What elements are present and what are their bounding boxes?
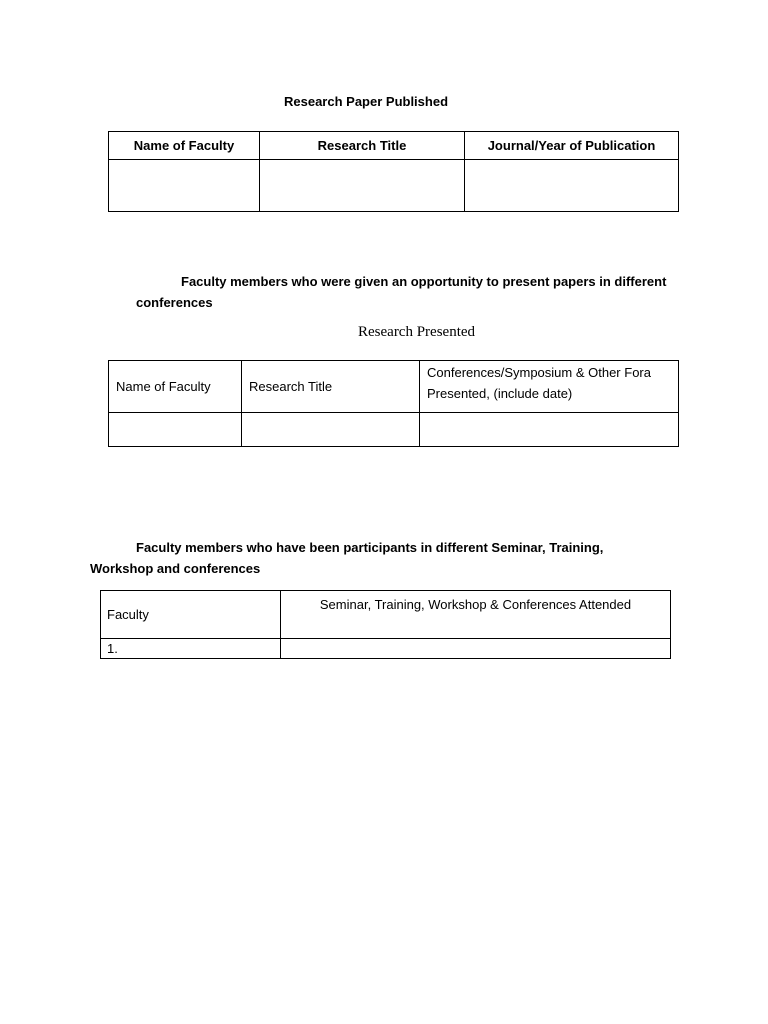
presented-intro-line1: Faculty members who were given an opportunity to present papers in different: [181, 274, 667, 289]
header-research-title: Research Title: [242, 361, 420, 413]
participants-intro-line2: Workshop and conferences: [90, 561, 261, 576]
header-research-title: Research Title: [260, 132, 465, 160]
header-seminars-attended: Seminar, Training, Workshop & Conferences Attended: [281, 591, 671, 639]
header-name-of-faculty: Name of Faculty: [109, 132, 260, 160]
table-cell[interactable]: [242, 413, 420, 447]
header-journal-year: Journal/Year of Publication: [465, 132, 679, 160]
research-paper-published-heading: Research Paper Published: [284, 94, 449, 109]
table-cell[interactable]: 1.: [101, 639, 281, 659]
research-presented-table: [108, 360, 679, 447]
table-cell[interactable]: [420, 413, 679, 447]
table-cell[interactable]: [465, 160, 679, 212]
presented-intro-line2: conferences: [136, 295, 213, 310]
table-row: [109, 160, 679, 212]
table-header-row: [109, 361, 679, 413]
table-cell[interactable]: [109, 160, 260, 212]
header-conferences-presented: Conferences/Symposium & Other Fora Presented, (include date): [420, 361, 679, 413]
research-paper-published-table: [108, 131, 679, 212]
table-row: [101, 639, 671, 659]
header-faculty: Faculty: [101, 591, 281, 639]
table-header-row: [101, 591, 671, 639]
table-cell[interactable]: [281, 639, 671, 659]
table-cell[interactable]: [260, 160, 465, 212]
header-name-of-faculty: Name of Faculty: [109, 361, 242, 413]
participants-intro-line1: Faculty members who have been participants in different Seminar, Training,: [136, 540, 604, 555]
seminars-attended-table: [100, 590, 671, 659]
table-header-row: [109, 132, 679, 160]
table-row: [109, 413, 679, 447]
table-cell[interactable]: [109, 413, 242, 447]
research-presented-heading: Research Presented: [358, 324, 476, 340]
